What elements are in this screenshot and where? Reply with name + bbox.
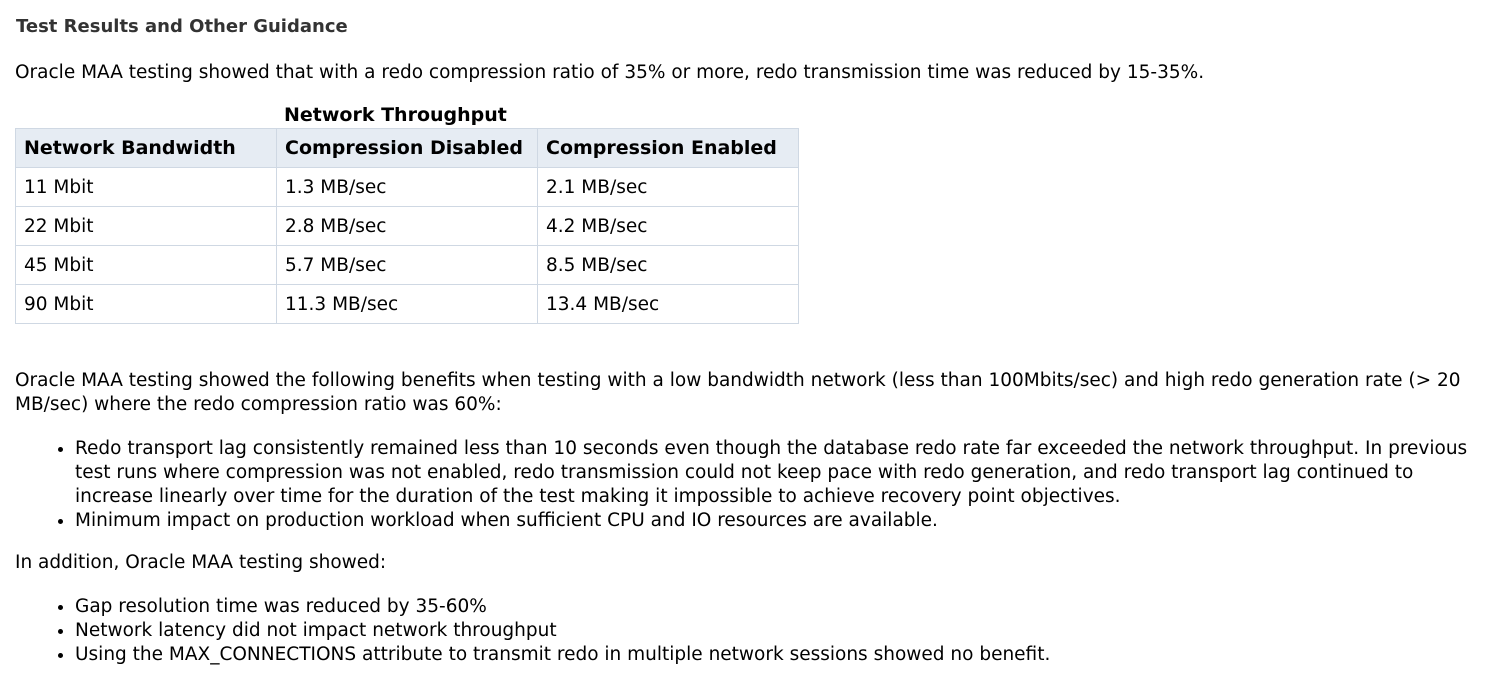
additional-intro-paragraph: In addition, Oracle MAA testing showed: bbox=[15, 552, 387, 573]
table-row bbox=[16, 246, 799, 285]
table-cell: 90 Mbit bbox=[16, 285, 277, 324]
section-title: Test Results and Other Guidance bbox=[16, 16, 348, 37]
table-cell: 13.4 MB/sec bbox=[538, 285, 799, 324]
table-row bbox=[16, 168, 799, 207]
list-item: • Network latency did not impact network throughput bbox=[75, 619, 1480, 643]
table-cell: 11.3 MB/sec bbox=[277, 285, 538, 324]
benefits-list-container bbox=[15, 437, 1480, 533]
table-cell: 4.2 MB/sec bbox=[538, 207, 799, 246]
table-cell: 5.7 MB/sec bbox=[277, 246, 538, 285]
table-cell: 45 Mbit bbox=[16, 246, 277, 285]
additional-list-container bbox=[15, 595, 1480, 667]
column-header-network-bandwidth: Network Bandwidth bbox=[16, 129, 277, 168]
list-item: • Gap resolution time was reduced by 35-60% bbox=[75, 595, 1480, 619]
list-item: • Minimum impact on production workload when sufficient CPU and IO resources are available. bbox=[75, 509, 1480, 533]
table-header-row bbox=[16, 129, 799, 168]
table-cell: 2.8 MB/sec bbox=[277, 207, 538, 246]
table-cell: 11 Mbit bbox=[16, 168, 277, 207]
benefits-intro-paragraph: Oracle MAA testing showed the following benefits when testing with a low bandwidth network (less than 100Mbits/sec) and high redo generation rate (> 20 MB/sec) where the redo compression ratio was 60%: bbox=[15, 370, 1461, 415]
column-header-compression-enabled: Compression Enabled bbox=[538, 129, 799, 168]
table-cell: 2.1 MB/sec bbox=[538, 168, 799, 207]
table-row bbox=[16, 285, 799, 324]
throughput-table bbox=[15, 128, 799, 324]
table-cell: 1.3 MB/sec bbox=[277, 168, 538, 207]
list-item: • Using the MAX_CONNECTIONS attribute to transmit redo in multiple network sessions showed no benefit. bbox=[75, 643, 1480, 667]
list-item: • Redo transport lag consistently remained less than 10 seconds even though the database redo rate far exceeded the network throughput. In previous test runs where compression was not enabled, redo transmission could not keep pace with redo generation, and redo transport lag continued to increase linearly over time for the duration of the test making it impossible to achieve recovery point objectives. bbox=[75, 437, 1480, 509]
benefits-list bbox=[15, 437, 1480, 533]
column-header-compression-disabled: Compression Disabled bbox=[277, 129, 538, 168]
table-cell: 22 Mbit bbox=[16, 207, 277, 246]
intro-paragraph: Oracle MAA testing showed that with a redo compression ratio of 35% or more, redo transmission time was reduced by 15-35%. bbox=[15, 62, 1205, 83]
table-caption: Network Throughput bbox=[284, 104, 507, 126]
table-cell: 8.5 MB/sec bbox=[538, 246, 799, 285]
additional-list bbox=[15, 595, 1480, 667]
table-row bbox=[16, 207, 799, 246]
